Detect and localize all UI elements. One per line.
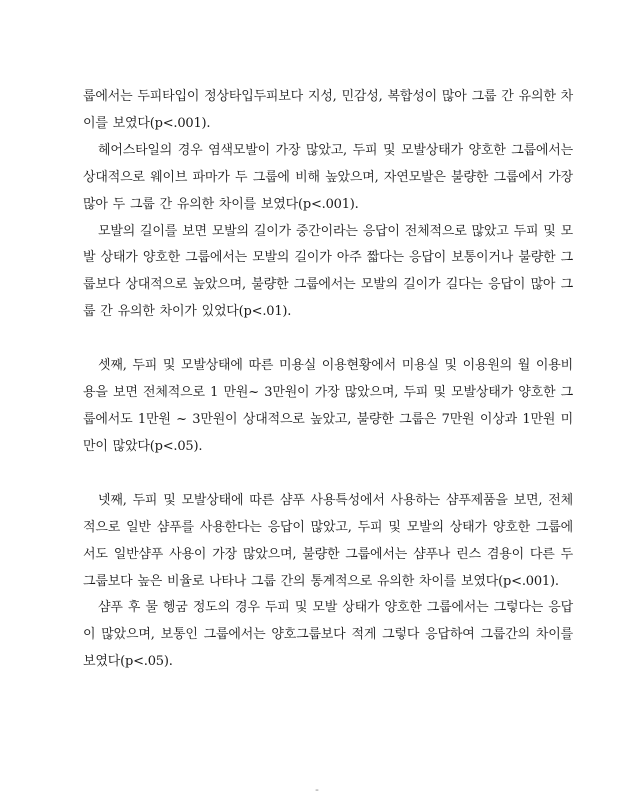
paragraph-hairstyle: 헤어스타일의 경우 염색모발이 가장 많았고, 두피 및 모발상태가 양호한 그룹에서는 상대적으로 웨이브 파마가 두 그룹에 비해 높았으며, 자연모발은 불량한 그룹에서 가장 많아 두 그룹 간 유의한 차이를 보였다(p<.001). xyxy=(83,142,573,212)
paragraph-scalp-type: 룹에서는 두피타입이 정상타입두피보다 지성, 민감성, 복합성이 많아 그룹 간 유의한 차이를 보였다(p<.001). xyxy=(83,89,573,131)
paragraph-shampoo-use: 넷째, 두피 및 모발상태에 따른 샴푸 사용특성에서 사용하는 샴푸제품을 보면, 전체적으로 일반 샴푸를 사용한다는 응답이 많았고, 두피 및 모발의 상태가 양호한 그룹에서도 일반샴푸 사용이 가장 많았으며, 불량한 그룹에서는 샴푸나 린스 겸용이 다른 두 그룹보다 높은 비율로 나타나 그룹 간의 통계적으로 유의한 차이를 보였다(p<.001). xyxy=(83,492,573,589)
document-body xyxy=(83,84,573,676)
paragraph-hair-length: 모발의 길이를 보면 모발의 길이가 중간이라는 응답이 전체적으로 많았고 두피 및 모발 상태가 양호한 그룹에서는 모발의 길이가 아주 짧다는 응답이 보통이거나 불량한 그룹보다 상대적으로 높았으며, 불량한 그룹에서는 모발의 길이가 길다는 응답이 많아 그룹 간 유의한 차이가 있었다(p<.01). xyxy=(83,223,573,320)
page-number-marker: - xyxy=(315,783,319,796)
paragraph-salon-cost: 셋째, 두피 및 모발상태에 따른 미용실 이용현황에서 미용실 및 이용원의 월 이용비용을 보면 전체적으로 1 만원~ 3만원이 가장 많았으며, 두피 및 모발상태가 양호한 그룹에서도 1만원 ~ 3만원이 상대적으로 높았고, 불량한 그룹은 7만원 이상과 1만원 미만이 많았다(p<.05). xyxy=(83,358,573,454)
paragraph-rinse-degree: 샴푸 후 물 헹굼 정도의 경우 두피 및 모발 상태가 양호한 그룹에서는 그렇다는 응답이 많았으며, 보통인 그룹에서는 양호그룹보다 적게 그렇다 응답하여 그룹간의 차이를 보였다(p<.05). xyxy=(83,600,573,670)
